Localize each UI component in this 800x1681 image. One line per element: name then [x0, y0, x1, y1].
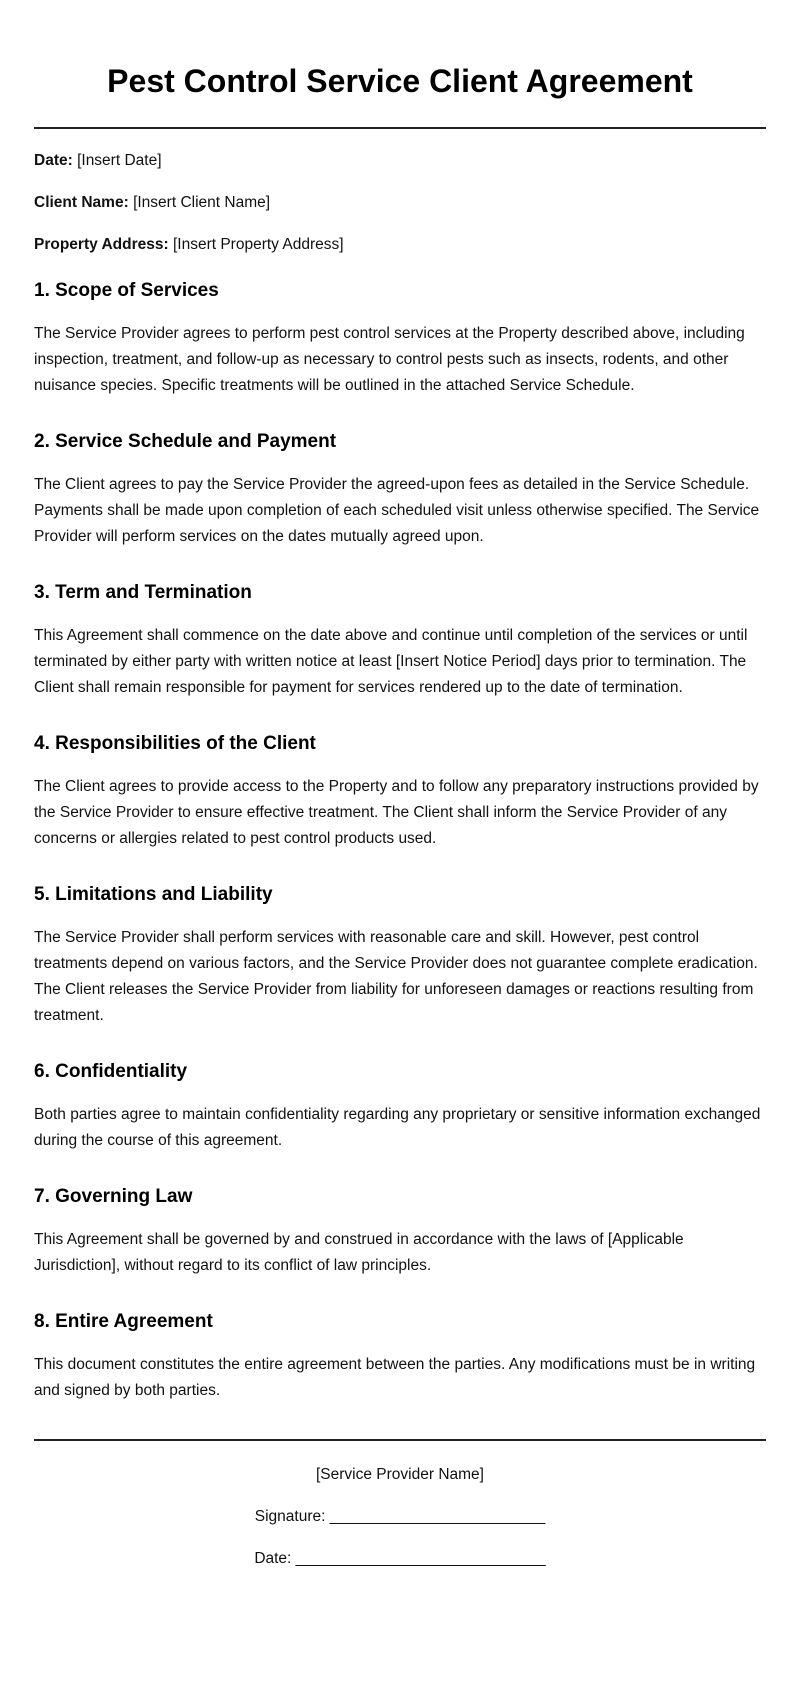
signature-line: Signature: _________________________	[254, 1508, 546, 1525]
section-confidentiality	[34, 1060, 766, 1154]
section-heading: 3. Term and Termination	[34, 582, 252, 603]
section-body: The Client agrees to provide access to the Property and to follow any preparatory instructions provided by the Service Provider to ensure effective treatment. The Client shall inform the Service Provider of any concerns or allergies related to pest control products used.	[34, 778, 759, 847]
property-address-value: [Insert Property Address]	[172, 236, 344, 253]
section-entire-agreement	[34, 1310, 766, 1404]
signature-date-line: Date: _____________________________	[254, 1550, 546, 1567]
property-address-label: Property Address:	[34, 236, 169, 253]
section-heading: 6. Confidentiality	[34, 1061, 188, 1082]
section-body: This Agreement shall commence on the date above and continue until completion of the services or until terminated by either party with written notice at least [Insert Notice Period] days prior to termination. The Client shall remain responsible for payment for services rendered up to the date of termination.	[34, 627, 748, 696]
service-provider-name: [Service Provider Name]	[316, 1466, 484, 1483]
section-heading: 5. Limitations and Liability	[34, 884, 273, 905]
date-value: [Insert Date]	[77, 152, 162, 169]
section-schedule-and-payment	[34, 430, 766, 550]
section-governing-law	[34, 1185, 766, 1279]
document-title: Pest Control Service Client Agreement	[107, 63, 693, 99]
date-label: Date:	[34, 152, 73, 169]
section-limitations-and-liability	[34, 883, 766, 1029]
signature-divider	[34, 1439, 766, 1441]
property-address-field	[34, 235, 766, 255]
section-scope-of-services	[34, 279, 766, 399]
client-name-value: [Insert Client Name]	[133, 194, 271, 211]
agreement-details	[34, 151, 766, 255]
section-body: This document constitutes the entire agreement between the parties. Any modifications must be in writing and signed by both parties.	[34, 1356, 756, 1399]
section-heading: 2. Service Schedule and Payment	[34, 431, 337, 452]
date-field	[34, 151, 766, 171]
section-heading: 8. Entire Agreement	[34, 1311, 213, 1332]
section-heading: 7. Governing Law	[34, 1186, 193, 1207]
client-name-field	[34, 193, 766, 213]
section-body: This Agreement shall be governed by and construed in accordance with the laws of [Applicable Jurisdiction], without regard to its conflict of law principles.	[34, 1231, 684, 1274]
section-body: The Service Provider shall perform services with reasonable care and skill. However, pest control treatments depend on various factors, and the Service Provider does not guarantee complete eradication. The Client releases the Service Provider from liability for unforeseen damages or reactions resulting from treatment.	[34, 929, 758, 1024]
section-body: Both parties agree to maintain confidentiality regarding any proprietary or sensitive information exchanged during the course of this agreement.	[34, 1106, 761, 1149]
section-heading: 4. Responsibilities of the Client	[34, 733, 316, 754]
section-client-responsibilities	[34, 732, 766, 852]
section-body: The Client agrees to pay the Service Provider the agreed-upon fees as detailed in the Service Schedule. Payments shall be made upon completion of each scheduled visit unless otherwise specified. The Service Provider will perform services on the dates mutually agreed upon.	[34, 476, 760, 545]
signature-block	[34, 1465, 766, 1569]
client-name-label: Client Name:	[34, 194, 129, 211]
title-divider	[34, 127, 766, 129]
section-body: The Service Provider agrees to perform pest control services at the Property described above, including inspection, treatment, and follow-up as necessary to control pests such as insects, rodents, and other nuisance species. Specific treatments will be outlined in the attached Service Schedule.	[34, 325, 745, 394]
section-term-and-termination	[34, 581, 766, 701]
section-heading: 1. Scope of Services	[34, 280, 219, 301]
